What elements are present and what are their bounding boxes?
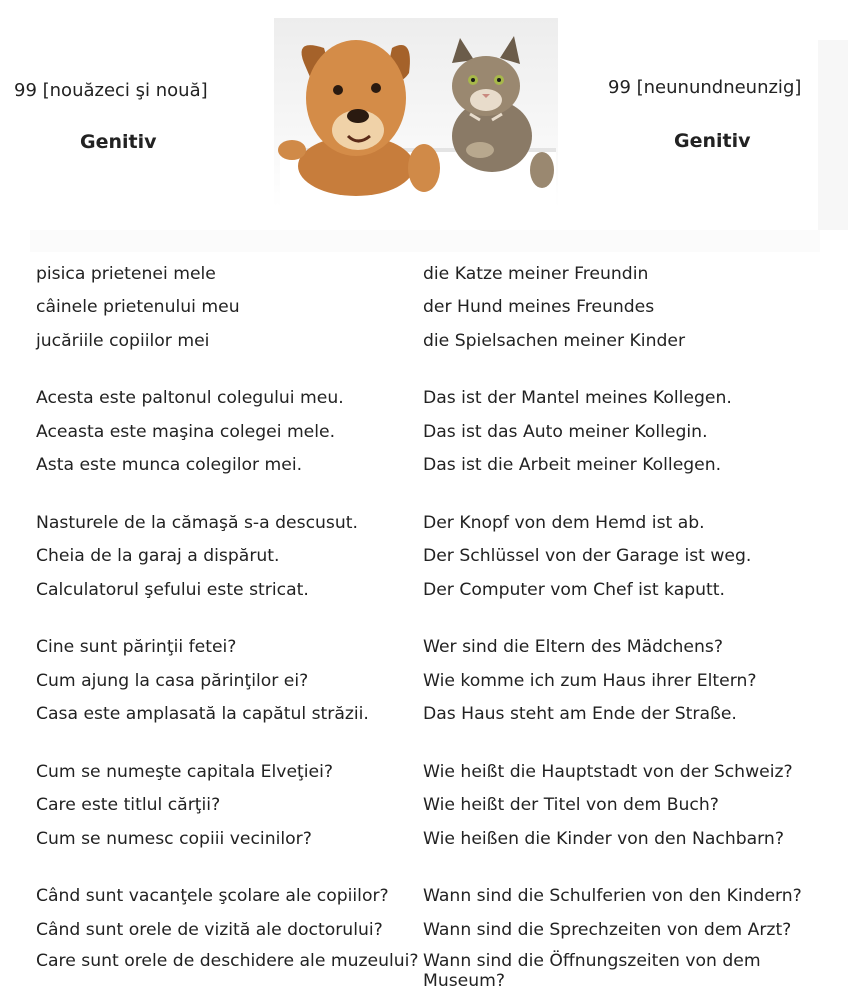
phrase-romanian: Cum se numesc copiii vecinilor? — [36, 828, 312, 849]
group-spacer — [36, 486, 836, 511]
phrase-row — [36, 262, 836, 295]
dog-and-cat-photo — [274, 18, 558, 208]
phrase-german: Wie heißen die Kinder von den Nachbarn? — [423, 828, 784, 849]
lesson-topic-romanian: Genitiv — [80, 131, 157, 153]
phrase-row — [36, 578, 836, 611]
group-spacer — [36, 362, 836, 387]
phrase-german: Das ist der Mantel meines Kollegen. — [423, 388, 732, 409]
phrase-row — [36, 918, 836, 951]
phrase-row — [36, 669, 836, 702]
phrase-romanian: Aceasta este maşina colegei mele. — [36, 421, 336, 442]
phrase-german: die Katze meiner Freundin — [423, 264, 649, 284]
phrase-romanian: Care este titlul cărţii? — [36, 795, 221, 816]
phrase-row — [36, 635, 836, 668]
phrase-romanian: câinele prietenului meu — [36, 297, 240, 318]
phrase-romanian: Cine sunt părinţii fetei? — [36, 637, 237, 658]
phrase-romanian: jucăriile copiilor mei — [36, 330, 210, 351]
phrase-german: Das Haus steht am Ende der Straße. — [423, 704, 737, 725]
phrase-romanian: Nasturele de la cămaşă s-a descusut. — [36, 512, 358, 533]
phrase-romanian: Casa este amplasată la capătul străzii. — [36, 704, 369, 725]
lesson-number-romanian: 99 [nouăzeci şi nouă] — [14, 80, 208, 101]
phrase-row — [36, 420, 836, 453]
phrase-romanian: Când sunt vacanţele şcolare ale copiilor? — [36, 886, 389, 907]
group-spacer — [36, 735, 836, 760]
phrase-row — [36, 329, 836, 362]
phrase-row — [36, 295, 836, 328]
phrase-german: Wann sind die Öffnungszeiten von dem Museum? — [423, 951, 761, 992]
phrase-romanian: Cum ajung la casa părinţilor ei? — [36, 670, 309, 691]
phrase-german: Wie heißt die Hauptstadt von der Schweiz? — [423, 761, 793, 782]
phrase-row — [36, 511, 836, 544]
lesson-topic-german: Genitiv — [674, 130, 751, 152]
phrase-german: Wann sind die Sprechzeiten von dem Arzt? — [423, 919, 792, 940]
phrase-german: Das ist die Arbeit meiner Kollegen. — [423, 455, 722, 476]
background-panel — [818, 40, 848, 230]
phrase-romanian: Acesta este paltonul colegului meu. — [36, 388, 344, 409]
phrase-german: Der Knopf von dem Hemd ist ab. — [423, 512, 705, 533]
lesson-header — [0, 0, 850, 240]
phrase-german: der Hund meines Freundes — [423, 297, 655, 318]
phrase-german: Wie heißt der Titel von dem Buch? — [423, 795, 719, 816]
phrase-romanian: Care sunt orele de deschidere ale muzeului? — [36, 951, 419, 972]
group-spacer — [36, 611, 836, 636]
group-spacer — [36, 860, 836, 885]
phrase-list — [36, 262, 836, 999]
phrase-romanian: Cheia de la garaj a dispărut. — [36, 546, 280, 567]
phrase-romanian: Calculatorul şefului este stricat. — [36, 579, 309, 600]
phrase-romanian: Când sunt orele de vizită ale doctorului? — [36, 919, 383, 940]
phrase-romanian: Asta este munca colegilor mei. — [36, 455, 303, 476]
phrase-german: die Spielsachen meiner Kinder — [423, 330, 686, 351]
phrase-row — [36, 827, 836, 860]
phrase-german: Der Schlüssel von der Garage ist weg. — [423, 546, 752, 567]
lesson-number-german: 99 [neunundneunzig] — [608, 77, 802, 98]
phrase-romanian: Cum se numeşte capitala Elveţiei? — [36, 761, 334, 782]
phrase-row — [36, 453, 836, 486]
phrase-row — [36, 793, 836, 826]
phrase-row — [36, 702, 836, 735]
phrase-german: Der Computer vom Chef ist kaputt. — [423, 579, 725, 600]
phrase-row — [36, 884, 836, 917]
phrase-german: Das ist das Auto meiner Kollegin. — [423, 421, 708, 442]
background-panel — [30, 230, 820, 252]
phrase-german: Wann sind die Schulferien von den Kindern? — [423, 886, 802, 907]
phrase-row — [36, 386, 836, 419]
phrase-german: Wer sind die Eltern des Mädchens? — [423, 637, 723, 658]
phrase-row — [36, 951, 836, 999]
phrase-romanian: pisica prietenei mele — [36, 264, 216, 284]
phrase-german: Wie komme ich zum Haus ihrer Eltern? — [423, 670, 757, 691]
phrase-row — [36, 760, 836, 793]
phrase-row — [36, 544, 836, 577]
